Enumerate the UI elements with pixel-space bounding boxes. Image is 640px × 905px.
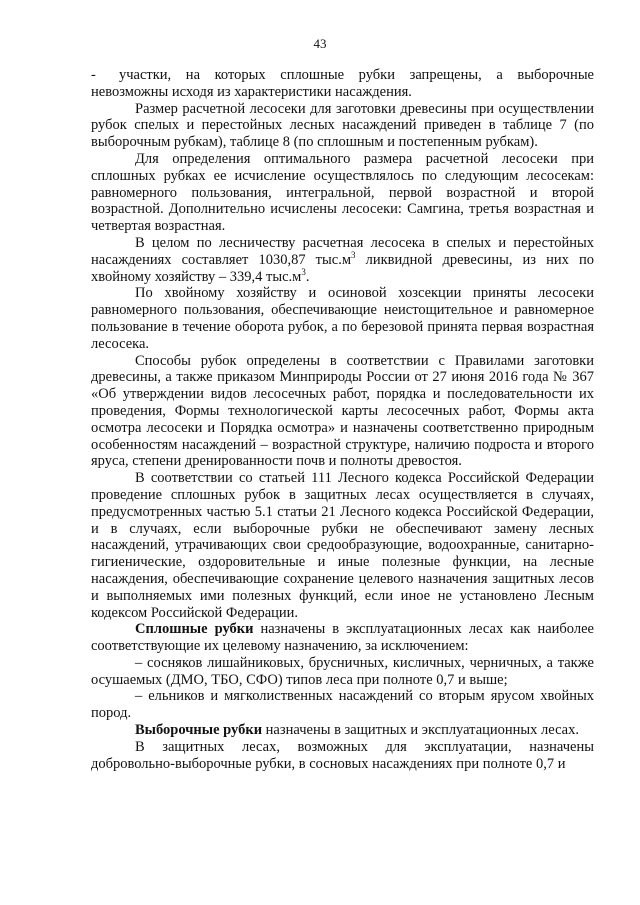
selective-cutting-text: назначены в защитных и эксплуатационных лесах. xyxy=(262,722,579,739)
paragraph-pine-exception: – сосняков лишайниковых, брусничных, кисличных, черничных, а также осушаемых (ДМО, ТБО, СФО) типов леса при полноте 0,7 и выше; xyxy=(91,654,594,688)
paragraph-forest-code: В соответствии со статьей 111 Лесного кодекса Российской Федерации проведение сплошных рубок в защитных лесах осуществляется в случаях, предусмотренных частью 5.1 статьи 21 Лесного кодекса Российской Федерации, и в случаях, если выборочные рубки не обеспечивают замену лесных насаждений, утрачивающих свои средообразующие, водоохранные, санитарно-гигиенические, оздоровительные и иные полезные функции, на лесные насаждения, обеспечивающие сохранение целевого назначения защитных лесов и выполняемых ими полезных функций, если иное не установлено Лесным кодексом Российской Федерации. xyxy=(91,470,594,621)
total-volume-text-a: В целом по лесничеству расчетная лесосека в спелых и перестойных насаждениях составляет 1030,87 тыс.м xyxy=(91,234,594,268)
paragraph-spruce-exception: – ельников и мягколиственных насаждений со вторым ярусом хвойных пород. xyxy=(91,688,594,722)
paragraph-selective-cutting xyxy=(91,722,594,739)
cubic-superscript: 3 xyxy=(301,266,306,277)
body-text xyxy=(91,67,594,772)
paragraph-total-volume xyxy=(91,235,594,285)
paragraph-cutting-area-size: Размер расчетной лесосеки для заготовки древесины при осуществлении рубок спелых и перестойных лесных насаждений приведен в таблице 7 (по выборочным рубкам), таблице 8 (по сплошным и постепенным рубкам). xyxy=(91,100,594,151)
total-volume-text-c: . xyxy=(305,268,310,285)
selective-cutting-heading: Выборочные рубки xyxy=(135,722,263,739)
clear-cutting-heading: Сплошные рубки xyxy=(135,621,254,638)
paragraph-exclusion-text: участки, на которых сплошные рубки запрещены, а выборочные невозможны исходя из характеристики насаждения. xyxy=(91,67,594,100)
paragraph-protective-forests: В защитных лесах, возможных для эксплуатации, назначены добровольно-выборочные рубки, в сосновых насаждениях при полноте 0,7 и xyxy=(91,738,594,772)
paragraph-optimal-size: Для определения оптимального размера расчетной лесосеки при сплошных рубках ее исчисление осуществлялось по следующим лесосекам: равномерного пользования, интегральной, первой возрастной и второй возрастной. Дополнительно исчислены лесосеки: Самгина, третья возрастная и четвертая возрастная. xyxy=(91,150,594,235)
paragraph-exclusion-item xyxy=(91,67,594,101)
paragraph-coniferous: По хвойному хозяйству и осиновой хозсекции приняты лесосеки равномерного пользования, обеспечивающие неистощительное и равномерное пользование в течение оборота рубок, а по березовой принята первая возрастная лесосека. xyxy=(91,285,594,352)
list-dash: - xyxy=(91,67,96,83)
clear-cutting-text: назначены в эксплуатационных лесах как наиболее соответствующие их целевому назначению, за исключением: xyxy=(91,621,594,655)
page-number: 43 xyxy=(313,36,327,51)
paragraph-cutting-methods: Способы рубок определены в соответствии с Правилами заготовки древесины, а также приказом Минприроды России от 27 июня 2016 года № 367 «Об утверждении видов лесосечных работ, порядка и последовательности их проведения, Формы технологической карты лесосечных работ, Формы акта осмотра лесосеки и Порядка осмотра» и назначены соответственно природным особенностям насаждений – возрастной структуре, наличию подроста и второго яруса, степени дренированности почв и полноты древостоя. xyxy=(91,352,594,470)
paragraph-clear-cutting xyxy=(91,621,594,655)
cubic-superscript: 3 xyxy=(351,249,356,260)
total-volume-text-b: ликвидной древесины, из них по хвойному хозяйству – 339,4 тыс.м xyxy=(91,251,594,285)
